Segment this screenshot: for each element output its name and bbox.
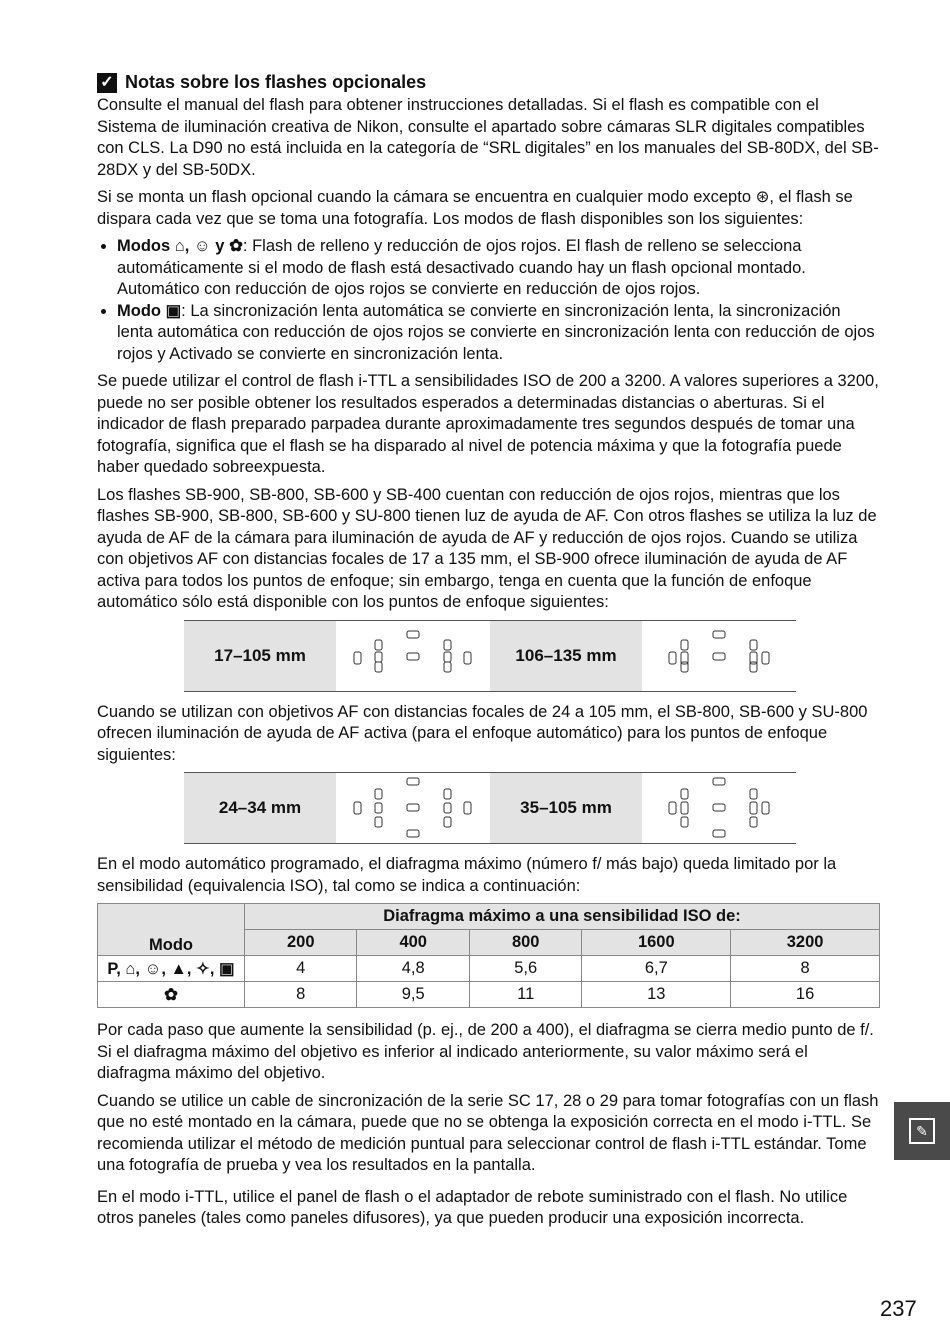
heading-text: Notas sobre los flashes opcionales xyxy=(125,72,427,92)
af-points-grid-icon xyxy=(348,626,478,686)
af-points-grid-icon xyxy=(654,626,784,686)
paragraph-6: En el modo automático programado, el diafragma máximo (número f/ más bajo) queda limitado por la sensibilidad (equivalencia ISO), tal como se indica a continuación: xyxy=(97,855,837,895)
section-tab[interactable] xyxy=(894,1102,950,1160)
list-item-text: : La sincronización lenta automática se convierte en sincronización lenta, la sincronización lenta automática con reducción de ojos rojos se convierte en sincronización lenta con reducción de ojos rojos y Activado se convierte en sincronización lenta. xyxy=(117,301,875,363)
list-item xyxy=(117,301,880,366)
paragraph-9: En el modo i-TTL, utilice el panel de flash o el adaptador de rebote suministrado con el flash. No utilice otros paneles (tales como paneles difusores), ya que pueden producir una exposición incorrecta. xyxy=(97,1187,848,1227)
mode-cell: P, ⌂, ☺, ▲, ✧, ▣ xyxy=(98,956,245,982)
page-number: 237 xyxy=(880,1296,917,1321)
mode-column-header: Modo xyxy=(98,904,245,956)
paragraph-1: Consulte el manual del flash para obtener instrucciones detalladas. Si el flash es compatible con el Sistema de iluminación creativa de Nikon, consulte el apartado sobre cámaras SLR digitales compatibles con CLS. La D90 no está incluida en la categoría de “SRL digitales” en los manuales del SB-80DX, del SB-28DX y del SB-50DX. xyxy=(97,96,879,179)
iso-header: 400 xyxy=(357,930,469,956)
section-heading xyxy=(97,72,880,93)
iso-header: 200 xyxy=(245,930,357,956)
aperture-cell: 13 xyxy=(582,982,731,1008)
table-row xyxy=(98,956,880,982)
focal-range-label: 106–135 mm xyxy=(490,621,642,691)
aperture-cell: 9,5 xyxy=(357,982,469,1008)
iso-aperture-table xyxy=(97,903,880,1008)
paragraph-5: Cuando se utilizan con objetivos AF con distancias focales de 24 a 105 mm, el SB-800, SB-600 y SU-800 ofrecen iluminación de ayuda de AF activa (para el enfoque automático) para los puntos de enfoque siguientes: xyxy=(97,702,868,764)
focal-range-label: 35–105 mm xyxy=(490,773,642,843)
flash-mode-list xyxy=(97,236,880,365)
iso-header: 800 xyxy=(469,930,581,956)
focal-range-label: 17–105 mm xyxy=(184,621,336,691)
aperture-cell: 8 xyxy=(731,956,880,982)
focal-range-label: 24–34 mm xyxy=(184,773,336,843)
af-points-table-2 xyxy=(184,772,796,844)
aperture-cell: 11 xyxy=(469,982,581,1008)
paragraph-7: Por cada paso que aumente la sensibilidad (p. ej., de 200 a 400), el diafragma se cierra medio punto de f/. Si el diafragma máximo del objetivo es inferior al indicado anteriormente, su valor máximo será el diafragma máximo del objetivo. xyxy=(97,1021,874,1082)
af-points-grid-icon xyxy=(654,775,784,841)
paragraph-3: Se puede utilizar el control de flash i-TTL a sensibilidades ISO de 200 a 3200. A valores superiores a 3200, puede no ser posible obtener los resultados esperados a determinadas distancias o aberturas. Si el indicador de flash preparado parpadea durante aproximadamente tres segundos después de tomar una fotografía, significa que el flash se ha disparado al nivel de potencia máxima y que la fotografía puede haber quedado sobreexpuesta. xyxy=(97,372,879,476)
iso-header: 1600 xyxy=(582,930,731,956)
aperture-cell: 16 xyxy=(731,982,880,1008)
af-points-diagram xyxy=(336,621,490,691)
aperture-cell: 6,7 xyxy=(582,956,731,982)
mode-cell: ✿ xyxy=(98,982,245,1008)
iso-header: 3200 xyxy=(731,930,880,956)
mode-label: Modo ▣ xyxy=(117,301,182,320)
table-row xyxy=(98,982,880,1008)
paragraph-8: Cuando se utilice un cable de sincronización de la serie SC 17, 28 o 29 para tomar fotografías con un flash que no esté montado en la cámara, puede que no se obtenga la exposición correcta en el modo i-TTL. Se recomienda utilizar el método de medición puntual para seleccionar control de flash i-TTL estándar. Tome una fotografía de prueba y vea los resultados en la pantalla. xyxy=(97,1091,879,1174)
list-item-text: : Flash de relleno y reducción de ojos rojos. El flash de relleno se selecciona automáticamente si el modo de flash está desactivado cuando hay un flash opcional montado. Automático con reducción de ojos rojos se convierte en reducción de ojos rojos. xyxy=(117,237,806,298)
paragraph-2: Si se monta un flash opcional cuando la cámara se encuentra en cualquier modo excepto ⊛, el flash se dispara cada vez que se toma una fotografía. Los modos de flash disponibles son los siguientes: xyxy=(97,188,853,228)
list-item xyxy=(117,236,880,301)
af-points-diagram xyxy=(642,621,796,691)
paragraph-4: Los flashes SB-900, SB-800, SB-600 y SB-400 cuentan con reducción de ojos rojos, mientras que los flashes SB-900, SB-800, SB-600 y SU-800 tienen luz de ayuda de AF. Con otros flashes se utiliza la luz de ayuda de AF de la cámara para iluminación de ayuda de AF y reducción de ojos rojos. Cuando se utiliza con objetivos AF con distancias focales de 17 a 135 mm, el SB-900 ofrece iluminación de ayuda de AF activa para todos los puntos de enfoque; sin embargo, tenga en cuenta que la función de enfoque automático sólo está disponible con los puntos de enfoque siguientes: xyxy=(97,485,877,611)
aperture-cell: 5,6 xyxy=(469,956,581,982)
notes-tab-icon: ✎ xyxy=(909,1118,935,1144)
aperture-cell: 4,8 xyxy=(357,956,469,982)
af-points-diagram xyxy=(642,773,796,843)
check-icon: ✓ xyxy=(97,73,117,93)
page-content xyxy=(97,72,880,1236)
af-points-diagram xyxy=(336,773,490,843)
iso-group-header: Diafragma máximo a una sensibilidad ISO de: xyxy=(245,904,880,930)
aperture-cell: 8 xyxy=(245,982,357,1008)
af-points-grid-icon xyxy=(348,775,478,841)
mode-label: Modos ⌂, ☺ y ✿ xyxy=(117,237,243,255)
aperture-cell: 4 xyxy=(245,956,357,982)
af-points-table-1 xyxy=(184,620,796,692)
